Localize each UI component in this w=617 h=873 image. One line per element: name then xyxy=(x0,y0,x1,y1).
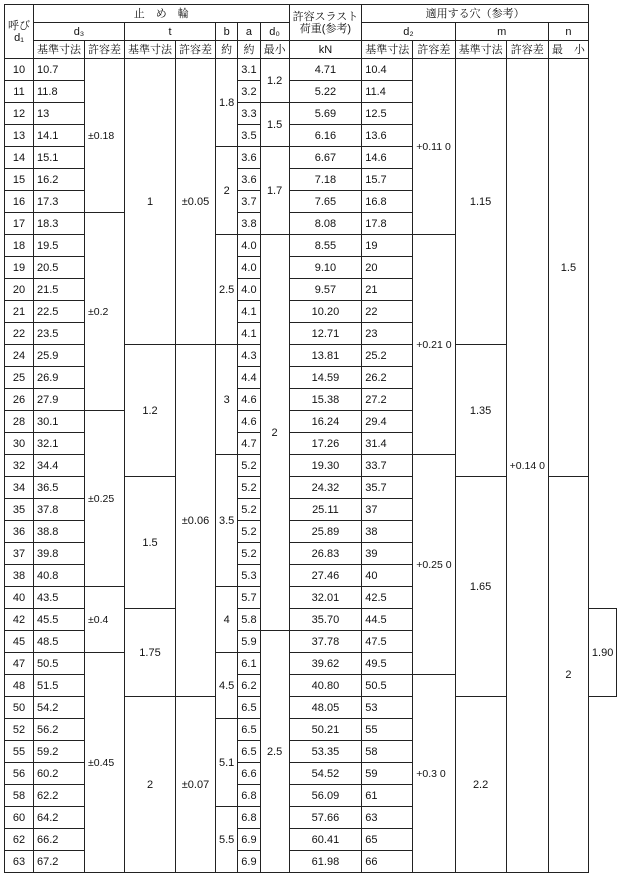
nominal-size-cell: 62 xyxy=(5,829,34,851)
d2-basic-cell: 39 xyxy=(362,543,413,565)
d2-basic-cell: 50.5 xyxy=(362,675,413,697)
m-basic-cell: 1.90 xyxy=(588,609,616,697)
d3-tolerance-cell: ±0.25 xyxy=(85,411,125,587)
thrust-load-cell: 25.11 xyxy=(289,499,362,521)
d2-basic-cell: 23 xyxy=(362,323,413,345)
m-basic-cell: 1.65 xyxy=(455,477,506,697)
nominal-size-cell: 35 xyxy=(5,499,34,521)
thrust-load-cell: 12.71 xyxy=(289,323,362,345)
d3-basic-cell: 36.5 xyxy=(34,477,85,499)
d2-tolerance-cell: +0.11 0 xyxy=(413,59,455,235)
header-m-basic: 基準寸法 xyxy=(455,41,506,59)
n-min-cell: 1.5 xyxy=(548,59,588,477)
a-approx-cell: 6.8 xyxy=(238,807,260,829)
b-approx-cell: 3 xyxy=(216,345,238,455)
d3-basic-cell: 20.5 xyxy=(34,257,85,279)
t-basic-cell: 1.75 xyxy=(125,609,176,697)
header-d2: d₂ xyxy=(362,23,455,41)
d3-tolerance-cell: ±0.45 xyxy=(85,653,125,873)
d3-basic-cell: 43.5 xyxy=(34,587,85,609)
nominal-size-cell: 30 xyxy=(5,433,34,455)
t-basic-cell: 1.5 xyxy=(125,477,176,609)
d2-basic-cell: 12.5 xyxy=(362,103,413,125)
d2-basic-cell: 16.8 xyxy=(362,191,413,213)
d3-basic-cell: 66.2 xyxy=(34,829,85,851)
d3-basic-cell: 32.1 xyxy=(34,433,85,455)
a-approx-cell: 3.3 xyxy=(238,103,260,125)
nominal-size-cell: 11 xyxy=(5,81,34,103)
thrust-load-cell: 53.35 xyxy=(289,741,362,763)
d2-basic-cell: 61 xyxy=(362,785,413,807)
a-approx-cell: 5.2 xyxy=(238,543,260,565)
d3-basic-cell: 21.5 xyxy=(34,279,85,301)
a-approx-cell: 3.2 xyxy=(238,81,260,103)
d2-basic-cell: 15.7 xyxy=(362,169,413,191)
d3-tolerance-cell: ±0.2 xyxy=(85,213,125,411)
header-thrust xyxy=(289,5,362,41)
thrust-load-cell: 32.01 xyxy=(289,587,362,609)
b-approx-cell: 3.5 xyxy=(216,455,238,587)
header-d0-min: 最小 xyxy=(260,41,289,59)
thrust-load-cell: 16.24 xyxy=(289,411,362,433)
d2-basic-cell: 42.5 xyxy=(362,587,413,609)
thrust-load-cell: 6.16 xyxy=(289,125,362,147)
nominal-size-cell: 20 xyxy=(5,279,34,301)
thrust-load-cell: 57.66 xyxy=(289,807,362,829)
header-d2-tolerance: 許容差 xyxy=(413,41,455,59)
header-d0: d₀ xyxy=(260,23,289,41)
d2-basic-cell: 35.7 xyxy=(362,477,413,499)
header-thrust-unit: kN xyxy=(289,41,362,59)
nominal-size-cell: 40 xyxy=(5,587,34,609)
thrust-load-cell: 27.46 xyxy=(289,565,362,587)
header-nominal-label: 呼び xyxy=(8,19,30,32)
thrust-load-cell: 19.30 xyxy=(289,455,362,477)
d3-basic-cell: 54.2 xyxy=(34,697,85,719)
d3-basic-cell: 17.3 xyxy=(34,191,85,213)
table-row xyxy=(5,59,617,81)
m-basic-cell: 1.35 xyxy=(455,345,506,477)
d3-basic-cell: 25.9 xyxy=(34,345,85,367)
a-approx-cell: 4.3 xyxy=(238,345,260,367)
a-approx-cell: 3.7 xyxy=(238,191,260,213)
d2-basic-cell: 26.2 xyxy=(362,367,413,389)
m-basic-cell: 2.2 xyxy=(455,697,506,873)
nominal-size-cell: 22 xyxy=(5,323,34,345)
d3-basic-cell: 45.5 xyxy=(34,609,85,631)
thrust-load-cell: 7.65 xyxy=(289,191,362,213)
d3-basic-cell: 14.1 xyxy=(34,125,85,147)
header-b: b xyxy=(216,23,238,41)
a-approx-cell: 4.1 xyxy=(238,323,260,345)
header-d3-tolerance: 許容差 xyxy=(85,41,125,59)
header-b-approx: 約 xyxy=(216,41,238,59)
t-tolerance-cell: ±0.06 xyxy=(176,345,216,697)
a-approx-cell: 4.0 xyxy=(238,235,260,257)
a-approx-cell: 6.8 xyxy=(238,785,260,807)
a-approx-cell: 5.2 xyxy=(238,477,260,499)
header-d3: d₃ xyxy=(34,23,125,41)
thrust-load-cell: 26.83 xyxy=(289,543,362,565)
d2-basic-cell: 25.2 xyxy=(362,345,413,367)
header-n: n xyxy=(548,23,588,41)
b-approx-cell: 2.5 xyxy=(216,235,238,345)
thrust-load-cell: 7.18 xyxy=(289,169,362,191)
a-approx-cell: 6.2 xyxy=(238,675,260,697)
d0-min-cell: 1.2 xyxy=(260,59,289,103)
d2-basic-cell: 11.4 xyxy=(362,81,413,103)
nominal-size-cell: 37 xyxy=(5,543,34,565)
nominal-size-cell: 13 xyxy=(5,125,34,147)
d3-basic-cell: 19.5 xyxy=(34,235,85,257)
d2-basic-cell: 10.4 xyxy=(362,59,413,81)
header-thrust-line1: 許容スラスト xyxy=(292,10,359,23)
d2-basic-cell: 38 xyxy=(362,521,413,543)
d3-basic-cell: 23.5 xyxy=(34,323,85,345)
thrust-load-cell: 56.09 xyxy=(289,785,362,807)
header-thrust-line2: 荷重(参考) xyxy=(299,22,352,35)
thrust-load-cell: 60.41 xyxy=(289,829,362,851)
thrust-load-cell: 54.52 xyxy=(289,763,362,785)
thrust-load-cell: 13.81 xyxy=(289,345,362,367)
d2-basic-cell: 13.6 xyxy=(362,125,413,147)
d3-basic-cell: 10.7 xyxy=(34,59,85,81)
a-approx-cell: 3.1 xyxy=(238,59,260,81)
d2-basic-cell: 47.5 xyxy=(362,631,413,653)
thrust-load-cell: 6.67 xyxy=(289,147,362,169)
b-approx-cell: 5.5 xyxy=(216,807,238,873)
thrust-load-cell: 9.10 xyxy=(289,257,362,279)
b-approx-cell: 5.1 xyxy=(216,719,238,807)
d2-tolerance-cell: +0.3 0 xyxy=(413,675,455,873)
a-approx-cell: 6.5 xyxy=(238,719,260,741)
nominal-size-cell: 50 xyxy=(5,697,34,719)
nominal-size-cell: 25 xyxy=(5,367,34,389)
nominal-size-cell: 58 xyxy=(5,785,34,807)
d2-basic-cell: 49.5 xyxy=(362,653,413,675)
m-basic-cell: 1.15 xyxy=(455,59,506,345)
thrust-load-cell: 8.55 xyxy=(289,235,362,257)
d3-basic-cell: 40.8 xyxy=(34,565,85,587)
thrust-load-cell: 15.38 xyxy=(289,389,362,411)
d3-tolerance-cell: ±0.18 xyxy=(85,59,125,213)
a-approx-cell: 3.6 xyxy=(238,169,260,191)
t-tolerance-cell: ±0.07 xyxy=(176,697,216,873)
a-approx-cell: 6.5 xyxy=(238,697,260,719)
header-nominal xyxy=(5,5,34,59)
a-approx-cell: 3.5 xyxy=(238,125,260,147)
nominal-size-cell: 15 xyxy=(5,169,34,191)
b-approx-cell: 4 xyxy=(216,587,238,653)
thrust-load-cell: 24.32 xyxy=(289,477,362,499)
thrust-load-cell: 39.62 xyxy=(289,653,362,675)
header-nominal-symbol: d₁ xyxy=(14,31,24,44)
d3-basic-cell: 48.5 xyxy=(34,631,85,653)
nominal-size-cell: 60 xyxy=(5,807,34,829)
d3-basic-cell: 22.5 xyxy=(34,301,85,323)
d3-basic-cell: 30.1 xyxy=(34,411,85,433)
header-t: t xyxy=(125,23,216,41)
header-a-approx: 約 xyxy=(238,41,260,59)
nominal-size-cell: 34 xyxy=(5,477,34,499)
nominal-size-cell: 16 xyxy=(5,191,34,213)
thrust-load-cell: 40.80 xyxy=(289,675,362,697)
d3-basic-cell: 27.9 xyxy=(34,389,85,411)
b-approx-cell: 1.8 xyxy=(216,59,238,147)
a-approx-cell: 6.5 xyxy=(238,741,260,763)
thrust-load-cell: 5.69 xyxy=(289,103,362,125)
thrust-load-cell: 4.71 xyxy=(289,59,362,81)
thrust-load-cell: 50.21 xyxy=(289,719,362,741)
d2-tolerance-cell: +0.21 0 xyxy=(413,235,455,455)
d3-basic-cell: 64.2 xyxy=(34,807,85,829)
d2-basic-cell: 27.2 xyxy=(362,389,413,411)
d3-basic-cell: 37.8 xyxy=(34,499,85,521)
d2-basic-cell: 53 xyxy=(362,697,413,719)
header-t-tolerance: 許容差 xyxy=(176,41,216,59)
d3-basic-cell: 50.5 xyxy=(34,653,85,675)
nominal-size-cell: 14 xyxy=(5,147,34,169)
header-d3-basic: 基準寸法 xyxy=(34,41,85,59)
d3-basic-cell: 13 xyxy=(34,103,85,125)
b-approx-cell: 2 xyxy=(216,147,238,235)
b-approx-cell: 4.5 xyxy=(216,653,238,719)
t-tolerance-cell: ±0.05 xyxy=(176,59,216,345)
nominal-size-cell: 21 xyxy=(5,301,34,323)
thrust-load-cell: 17.26 xyxy=(289,433,362,455)
thrust-load-cell: 10.20 xyxy=(289,301,362,323)
a-approx-cell: 4.7 xyxy=(238,433,260,455)
d2-basic-cell: 14.6 xyxy=(362,147,413,169)
nominal-size-cell: 17 xyxy=(5,213,34,235)
nominal-size-cell: 56 xyxy=(5,763,34,785)
d2-basic-cell: 29.4 xyxy=(362,411,413,433)
a-approx-cell: 4.4 xyxy=(238,367,260,389)
header-m: m xyxy=(455,23,548,41)
d3-basic-cell: 26.9 xyxy=(34,367,85,389)
a-approx-cell: 5.8 xyxy=(238,609,260,631)
a-approx-cell: 6.9 xyxy=(238,829,260,851)
spec-table xyxy=(4,4,617,873)
a-approx-cell: 3.6 xyxy=(238,147,260,169)
d3-basic-cell: 11.8 xyxy=(34,81,85,103)
nominal-size-cell: 12 xyxy=(5,103,34,125)
a-approx-cell: 5.2 xyxy=(238,499,260,521)
t-basic-cell: 1 xyxy=(125,59,176,345)
a-approx-cell: 5.9 xyxy=(238,631,260,653)
header-a: a xyxy=(238,23,260,41)
d3-basic-cell: 62.2 xyxy=(34,785,85,807)
nominal-size-cell: 36 xyxy=(5,521,34,543)
thrust-load-cell: 48.05 xyxy=(289,697,362,719)
nominal-size-cell: 10 xyxy=(5,59,34,81)
thrust-load-cell: 61.98 xyxy=(289,851,362,873)
a-approx-cell: 5.7 xyxy=(238,587,260,609)
d2-basic-cell: 21 xyxy=(362,279,413,301)
d2-basic-cell: 55 xyxy=(362,719,413,741)
nominal-size-cell: 42 xyxy=(5,609,34,631)
d2-tolerance-cell: +0.25 0 xyxy=(413,455,455,675)
a-approx-cell: 5.2 xyxy=(238,455,260,477)
thrust-load-cell: 25.89 xyxy=(289,521,362,543)
d2-basic-cell: 58 xyxy=(362,741,413,763)
a-approx-cell: 5.2 xyxy=(238,521,260,543)
a-approx-cell: 6.1 xyxy=(238,653,260,675)
d3-basic-cell: 67.2 xyxy=(34,851,85,873)
nominal-size-cell: 19 xyxy=(5,257,34,279)
m-tolerance-cell: +0.14 0 xyxy=(506,59,548,873)
d3-basic-cell: 15.1 xyxy=(34,147,85,169)
nominal-size-cell: 24 xyxy=(5,345,34,367)
d2-basic-cell: 65 xyxy=(362,829,413,851)
t-basic-cell: 1.2 xyxy=(125,345,176,477)
d0-min-cell: 2 xyxy=(260,235,289,631)
a-approx-cell: 4.1 xyxy=(238,301,260,323)
d3-basic-cell: 38.8 xyxy=(34,521,85,543)
d2-basic-cell: 59 xyxy=(362,763,413,785)
d3-basic-cell: 39.8 xyxy=(34,543,85,565)
nominal-size-cell: 28 xyxy=(5,411,34,433)
d3-tolerance-cell: ±0.4 xyxy=(85,587,125,653)
t-basic-cell: 2 xyxy=(125,697,176,873)
d2-basic-cell: 37 xyxy=(362,499,413,521)
header-d2-basic: 基準寸法 xyxy=(362,41,413,59)
d2-basic-cell: 33.7 xyxy=(362,455,413,477)
d3-basic-cell: 16.2 xyxy=(34,169,85,191)
thrust-load-cell: 14.59 xyxy=(289,367,362,389)
thrust-load-cell: 9.57 xyxy=(289,279,362,301)
header-m-tolerance: 許容差 xyxy=(506,41,548,59)
d3-basic-cell: 60.2 xyxy=(34,763,85,785)
a-approx-cell: 6.6 xyxy=(238,763,260,785)
nominal-size-cell: 48 xyxy=(5,675,34,697)
d2-basic-cell: 17.8 xyxy=(362,213,413,235)
d2-basic-cell: 44.5 xyxy=(362,609,413,631)
nominal-size-cell: 55 xyxy=(5,741,34,763)
a-approx-cell: 4.0 xyxy=(238,279,260,301)
thrust-load-cell: 37.78 xyxy=(289,631,362,653)
d3-basic-cell: 34.4 xyxy=(34,455,85,477)
d3-basic-cell: 51.5 xyxy=(34,675,85,697)
d2-basic-cell: 63 xyxy=(362,807,413,829)
a-approx-cell: 3.8 xyxy=(238,213,260,235)
header-n-min: 最 小 xyxy=(548,41,588,59)
nominal-size-cell: 38 xyxy=(5,565,34,587)
d0-min-cell: 1.5 xyxy=(260,103,289,147)
nominal-size-cell: 52 xyxy=(5,719,34,741)
d3-basic-cell: 59.2 xyxy=(34,741,85,763)
a-approx-cell: 6.9 xyxy=(238,851,260,873)
header-t-basic: 基準寸法 xyxy=(125,41,176,59)
a-approx-cell: 4.6 xyxy=(238,411,260,433)
d3-basic-cell: 18.3 xyxy=(34,213,85,235)
n-min-cell: 2 xyxy=(548,477,588,873)
d0-min-cell: 2.5 xyxy=(260,631,289,873)
thrust-load-cell: 35.70 xyxy=(289,609,362,631)
d2-basic-cell: 31.4 xyxy=(362,433,413,455)
d2-basic-cell: 40 xyxy=(362,565,413,587)
d2-basic-cell: 66 xyxy=(362,851,413,873)
nominal-size-cell: 18 xyxy=(5,235,34,257)
d2-basic-cell: 20 xyxy=(362,257,413,279)
header-ring: 止 め 輪 xyxy=(34,5,290,23)
nominal-size-cell: 47 xyxy=(5,653,34,675)
nominal-size-cell: 63 xyxy=(5,851,34,873)
d0-min-cell: 1.7 xyxy=(260,147,289,235)
a-approx-cell: 4.0 xyxy=(238,257,260,279)
thrust-load-cell: 5.22 xyxy=(289,81,362,103)
nominal-size-cell: 45 xyxy=(5,631,34,653)
a-approx-cell: 5.3 xyxy=(238,565,260,587)
a-approx-cell: 4.6 xyxy=(238,389,260,411)
header-groove: 適用する穴（参考） xyxy=(362,5,589,23)
d2-basic-cell: 22 xyxy=(362,301,413,323)
d2-basic-cell: 19 xyxy=(362,235,413,257)
nominal-size-cell: 26 xyxy=(5,389,34,411)
d3-basic-cell: 56.2 xyxy=(34,719,85,741)
nominal-size-cell: 32 xyxy=(5,455,34,477)
thrust-load-cell: 8.08 xyxy=(289,213,362,235)
